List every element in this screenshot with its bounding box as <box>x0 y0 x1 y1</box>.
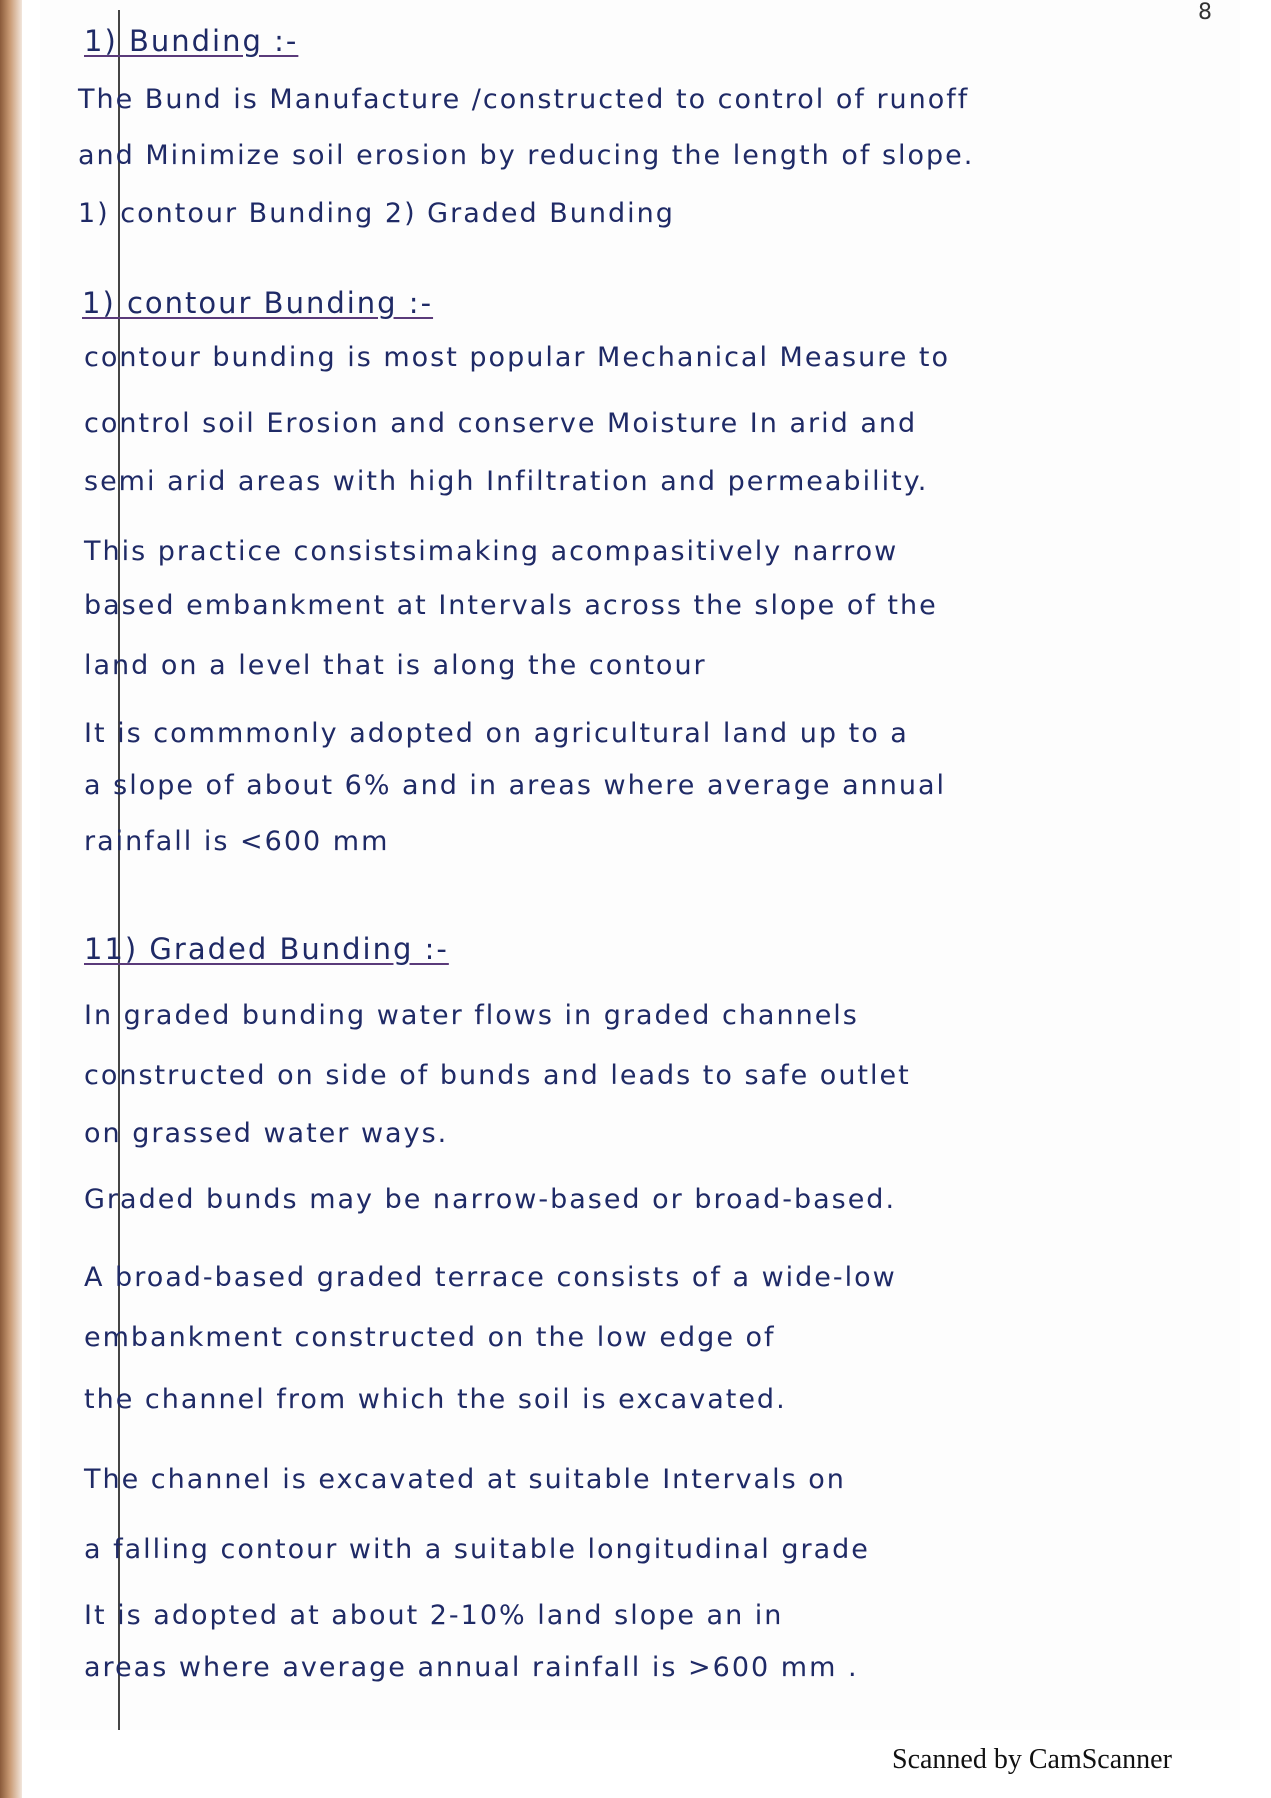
graded-line: areas where average annual rainfall is >600 mm . <box>84 1652 859 1683</box>
graded-line: The channel is excavated at suitable Intervals on <box>84 1464 846 1495</box>
intro-line: and Minimize soil erosion by reducing the length of slope. <box>78 140 975 171</box>
contour-line: semi arid areas with high Infiltration and permeability. <box>84 466 929 497</box>
scanner-watermark: Scanned by CamScanner <box>892 1744 1172 1775</box>
graded-line: embankment constructed on the low edge of <box>84 1322 776 1353</box>
contour-line: contour bunding is most popular Mechanical Measure to <box>84 342 950 373</box>
heading-graded-bunding: 11) Graded Bunding :- <box>84 932 449 966</box>
graded-line: Graded bunds may be narrow-based or broad-based. <box>84 1184 897 1215</box>
graded-line: In graded bunding water flows in graded channels <box>84 1000 859 1031</box>
graded-line: constructed on side of bunds and leads to safe outlet <box>84 1060 911 1091</box>
contour-line: a slope of about 6% and in areas where average annual <box>84 770 947 801</box>
contour-line: This practice consistsimaking acompasitively narrow <box>84 536 899 567</box>
contour-line: land on a level that is along the contour <box>84 650 707 681</box>
heading-contour-bunding: 1) contour Bunding :- <box>82 286 434 320</box>
intro-line: 1) contour Bunding 2) Graded Bunding <box>78 198 675 229</box>
graded-line: A broad-based graded terrace consists of a wide-low <box>84 1262 897 1293</box>
contour-line: based embankment at Intervals across the slope of the <box>84 590 938 621</box>
page-edge-shadow <box>0 0 22 1798</box>
graded-line: the channel from which the soil is excavated. <box>84 1384 787 1415</box>
page-number: 8 <box>1198 0 1212 25</box>
contour-line: It is commmonly adopted on agricultural land up to a <box>84 718 909 749</box>
graded-line: on grassed water ways. <box>84 1118 449 1149</box>
graded-line: It is adopted at about 2-10% land slope an in <box>84 1600 784 1631</box>
graded-line: a falling contour with a suitable longitudinal grade <box>84 1534 870 1565</box>
heading-bunding: 1) Bunding :- <box>84 24 299 58</box>
contour-line: control soil Erosion and conserve Moisture In arid and <box>84 408 918 439</box>
contour-line: rainfall is <600 mm <box>84 826 390 857</box>
intro-line: The Bund is Manufacture /constructed to control of runoff <box>78 84 970 115</box>
